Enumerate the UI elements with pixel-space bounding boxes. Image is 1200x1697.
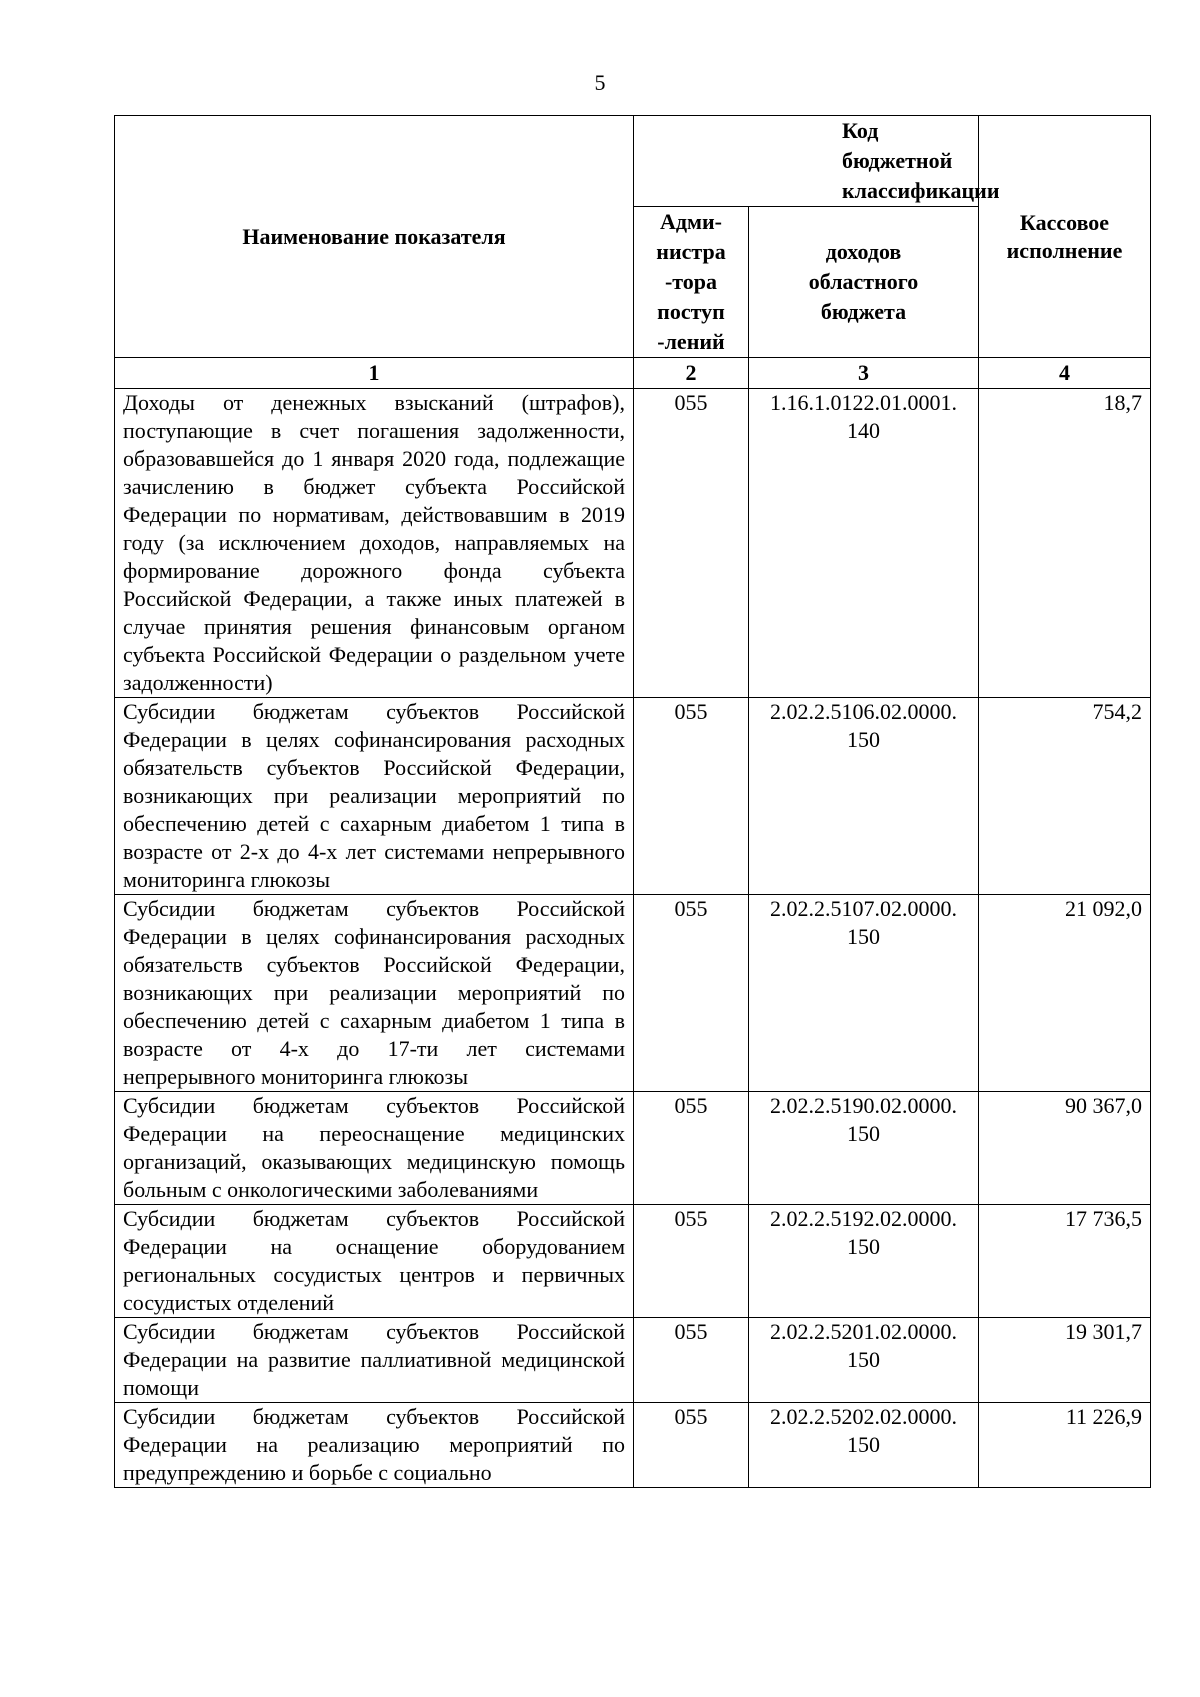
row-income-code-cell: 2.02.2.5202.02.0000. 150 — [749, 1403, 979, 1488]
row-income-code-cell: 2.02.2.5192.02.0000. 150 — [749, 1205, 979, 1318]
header-row-1 — [115, 116, 1151, 207]
table-row — [115, 895, 1151, 1092]
page-number: 5 — [594, 70, 606, 95]
header-name: Наименование показателя — [115, 116, 634, 358]
row-amount-cell: 19 301,7 — [979, 1318, 1151, 1403]
row-amount-cell: 17 736,5 — [979, 1205, 1151, 1318]
row-name-cell: Субсидии бюджетам субъектов Российской Федерации на развитие паллиативной медицинской помощи — [115, 1318, 634, 1403]
row-name-cell: Субсидии бюджетам субъектов Российской Федерации на реализацию мероприятий по предупреждению и борьбе с социально — [115, 1403, 634, 1488]
header-income-text: доходов областного бюджета — [808, 239, 919, 324]
table-row — [115, 1318, 1151, 1403]
row-income-code-cell: 1.16.1.0122.01.0001. 140 — [749, 389, 979, 698]
row-amount-cell: 11 226,9 — [979, 1403, 1151, 1488]
column-number-4: 4 — [979, 358, 1151, 389]
header-admin — [634, 207, 749, 358]
table-body — [115, 389, 1151, 1488]
row-admin-code-cell: 055 — [634, 1205, 749, 1318]
header-code-group — [634, 116, 1000, 207]
header-income — [749, 207, 979, 358]
row-income-code-cell: 2.02.2.5190.02.0000. 150 — [749, 1092, 979, 1205]
column-number-row — [115, 358, 1151, 389]
row-name-cell: Доходы от денежных взысканий (штрафов), поступающие в счет погашения задолженности, образовавшейся до 1 января 2020 года, подлежащие зачислению в бюджет субъекта Российской Федерации по нормативам, действовавшим в 2019 году (за исключением доходов, направляемых на формирование дорожного фонда субъекта Российской Федерации, а также иных платежей в случае принятия решения финансовым органом субъекта Российской Федерации о раздельном учете задолженности) — [115, 389, 634, 698]
row-name-cell: Субсидии бюджетам субъектов Российской Федерации на оснащение оборудованием региональных сосудистых центров и первичных сосудистых отделений — [115, 1205, 634, 1318]
budget-table — [114, 115, 1151, 1488]
row-name-cell: Субсидии бюджетам субъектов Российской Федерации в целях софинансирования расходных обязательств субъектов Российской Федерации, возникающих при реализации мероприятий по обеспечению детей с сахарным диабетом 1 типа в возрасте от 2-х до 4-х лет системами непрерывного мониторинга глюкозы — [115, 698, 634, 895]
header-code-group-text: Код бюджетной классификации — [842, 118, 1000, 203]
row-admin-code-cell: 055 — [634, 389, 749, 698]
table-row — [115, 698, 1151, 895]
row-admin-code-cell: 055 — [634, 895, 749, 1092]
column-number-2: 2 — [634, 358, 749, 389]
header-execution-text: Кассовое исполнение — [1006, 209, 1123, 263]
row-name-cell: Субсидии бюджетам субъектов Российской Федерации на переоснащение медицинских организаций, оказывающих медицинскую помощь больным с онкологическими заболеваниями — [115, 1092, 634, 1205]
row-income-code-cell: 2.02.2.5107.02.0000. 150 — [749, 895, 979, 1092]
column-number-1: 1 — [115, 358, 634, 389]
row-admin-code-cell: 055 — [634, 698, 749, 895]
row-amount-cell: 754,2 — [979, 698, 1151, 895]
table-row — [115, 1205, 1151, 1318]
table-row — [115, 1403, 1151, 1488]
row-amount-cell: 18,7 — [979, 389, 1151, 698]
row-name-cell: Субсидии бюджетам субъектов Российской Федерации в целях софинансирования расходных обязательств субъектов Российской Федерации, возникающих при реализации мероприятий по обеспечению детей с сахарным диабетом 1 типа в возрасте от 4-х до 17-ти лет системами непрерывного мониторинга глюкозы — [115, 895, 634, 1092]
row-income-code-cell: 2.02.2.5106.02.0000. 150 — [749, 698, 979, 895]
row-admin-code-cell: 055 — [634, 1403, 749, 1488]
row-admin-code-cell: 055 — [634, 1092, 749, 1205]
row-income-code-cell: 2.02.2.5201.02.0000. 150 — [749, 1318, 979, 1403]
column-number-3: 3 — [749, 358, 979, 389]
table-row — [115, 389, 1151, 698]
row-amount-cell: 21 092,0 — [979, 895, 1151, 1092]
table-row — [115, 1092, 1151, 1205]
header-admin-text: Адми-нистра-тора поступ-лений — [656, 209, 726, 354]
row-amount-cell: 90 367,0 — [979, 1092, 1151, 1205]
row-admin-code-cell: 055 — [634, 1318, 749, 1403]
header-execution — [979, 116, 1151, 358]
